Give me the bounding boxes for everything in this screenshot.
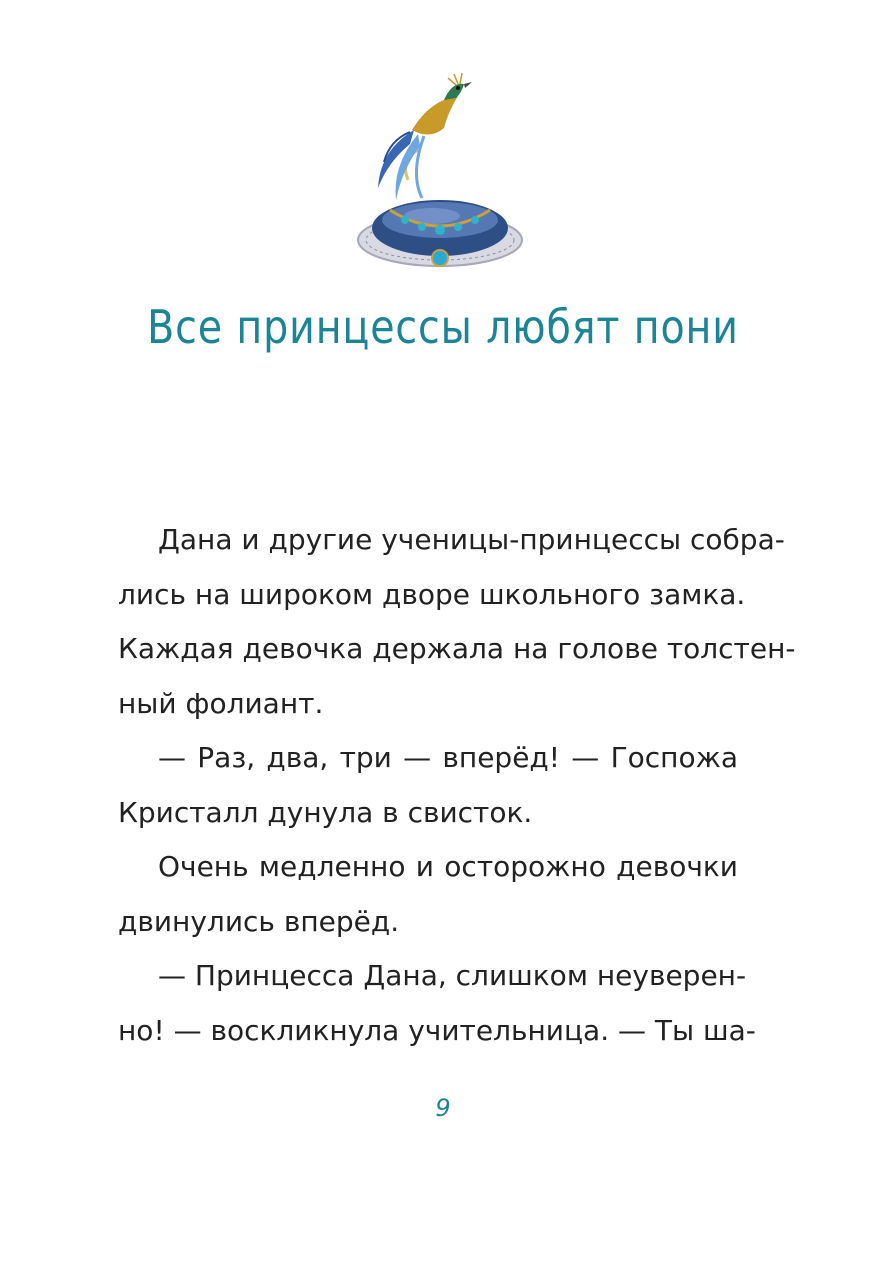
body-text xyxy=(118,513,796,1058)
text-line: но! — воскликнула учительница. — Ты ша- xyxy=(118,1013,756,1047)
text-line: двинулись вперёд. xyxy=(118,904,400,938)
chapter-title: Все принцессы любят пони xyxy=(147,300,739,354)
page-number: 9 xyxy=(435,1094,451,1122)
text-line: Кристалл дунула в свисток. xyxy=(118,795,533,829)
bird-on-cushion-icon xyxy=(340,70,550,280)
text-line: — Принцесса Дана, слишком неуверен- xyxy=(158,959,747,992)
text-line: — Раз, два, три — вперёд! — Госпожа xyxy=(158,741,738,774)
text-line: Очень медленно и осторожно девочки xyxy=(158,850,738,883)
text-line: лись на широком дворе школьного замка. xyxy=(118,577,746,611)
text-line: Дана и другие ученицы-принцессы собра- xyxy=(158,523,785,556)
text-line: ный фолиант. xyxy=(118,686,324,720)
text-line: Каждая девочка держала на голове толстен- xyxy=(118,632,796,665)
